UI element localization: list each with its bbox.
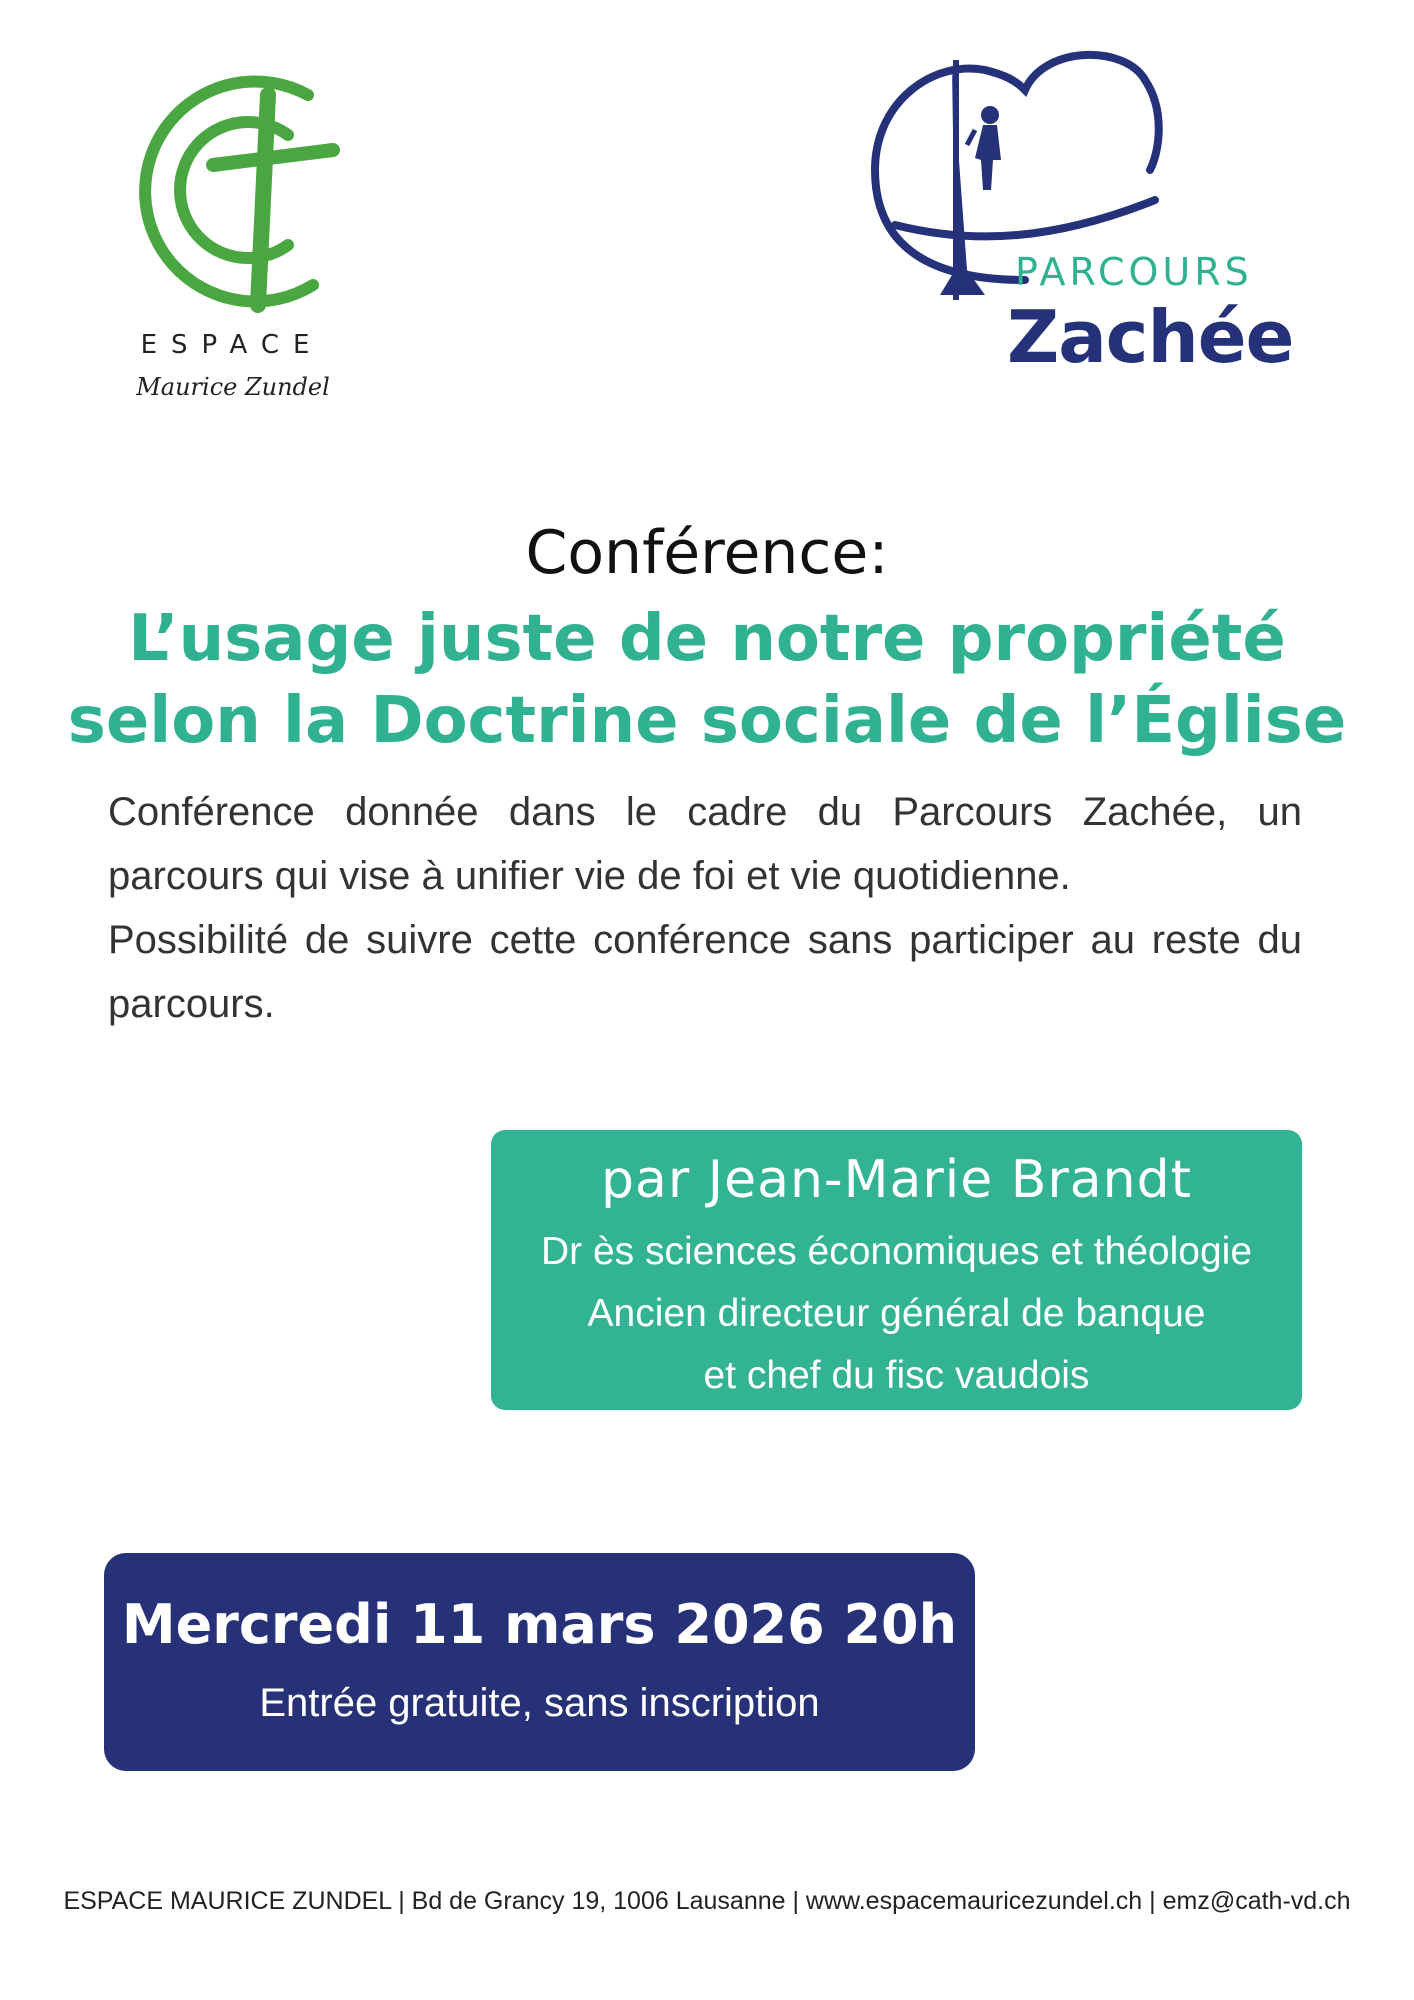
parcours-zachee-logo [855,50,1295,390]
speaker-credential-2: Ancien directeur général de banque [587,1292,1206,1335]
emz-cross-icon [108,55,348,325]
intro-paragraph-2: Possibilité de suivre cette conférence sans participer au reste du parcours. [108,918,1302,1026]
conference-kicker: Conférence: [525,518,889,588]
conference-title-line-2: selon la Doctrine sociale de l’Église [67,684,1347,758]
espace-wordmark: ESPACE [140,330,324,360]
event-date: Mercredi 11 mars 2026 20h [121,1593,958,1656]
conference-title-line-1: L’usage juste de notre propriété [128,602,1286,676]
speaker-credential-1: Dr ès sciences économiques et théologie [540,1230,1253,1273]
espace-maurice-zundel-logo [108,55,348,405]
intro-paragraph-1: Conférence donnée dans le cadre du Parcours Zachée, un parcours qui vise à unifier vie de foi et vie quotidienne. [108,790,1302,898]
footer-contact: ESPACE MAURICE ZUNDEL | Bd de Grancy 19, 1006 Lausanne | www.espacemauricezundel.ch | emz@cath-vd.ch [63,1887,1351,1915]
speaker-credential-3: et chef du fisc vaudois [703,1354,1090,1397]
conference-title [60,598,1354,762]
zachee-wordmark: Zachée [1007,295,1294,379]
speaker-box [491,1130,1302,1410]
parcours-wordmark: PARCOURS [1015,250,1253,294]
speaker-name: par Jean-Marie Brandt [600,1150,1193,1210]
intro-text [108,780,1302,1036]
event-date-box [104,1553,975,1771]
maurice-zundel-signature: Maurice Zundel [136,373,330,401]
event-admission-note: Entrée gratuite, sans inscription [259,1681,820,1725]
